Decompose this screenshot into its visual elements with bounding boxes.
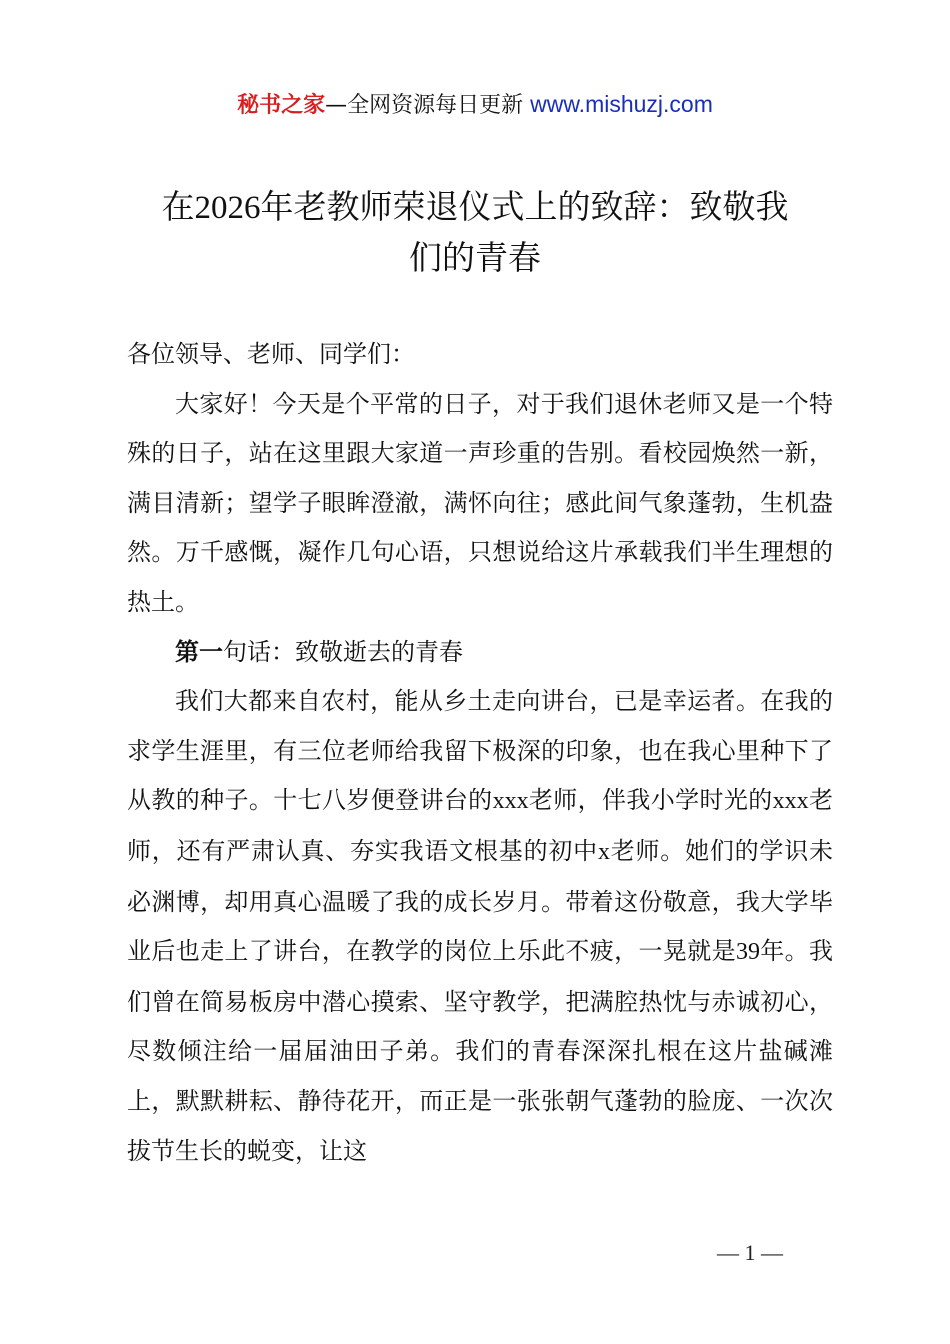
- p2-placeholder-2: xxx: [772, 788, 809, 815]
- p2-part-a: 我们大都来自农村，能从乡土走向讲台，已是幸运者。在我的求学生涯里，有三位老师给我留下极深的印象，也在我心里种下了从教的种子。十七八岁便登讲台的: [127, 687, 833, 815]
- section-heading-bold: 第一: [175, 637, 223, 666]
- section-heading: [127, 628, 833, 678]
- header-slogan: —全网资源每日更新: [325, 93, 531, 118]
- section-heading-rest: 句话：致敬逝去的青春: [223, 637, 463, 666]
- p2-part-b: 老师，伴我小学时光的: [528, 786, 773, 815]
- brand-name: 秘书之家: [237, 93, 326, 118]
- title-line2: 们的青春: [409, 238, 541, 277]
- title-part1: 在: [161, 187, 195, 226]
- p2-part-d: 老师。她们的学识未必渊博，却用真心温暖了我的成长岁月。带着这份敬意，我大学毕业后也走上了讲台，在教学的岗位上乐此不疲，一晃就是: [127, 836, 834, 966]
- salutation: 各位领导、老师、同学们：: [127, 340, 415, 368]
- paragraph-greeting: 大家好！今天是个平常的日子，对于我们退休老师又是一个特殊的日子，站在这里跟大家道一声珍重的告别。看校园焕然一新，满目清新；望学子眼眸澄澈，满怀向往；感此间气象蓬勃，生机盎然。万千感慨，凝作几句心语，只想说给这片承载我们半生理想的热土。: [127, 389, 833, 616]
- p2-years: 39: [735, 939, 760, 966]
- document-body: [127, 330, 833, 1176]
- p2-placeholder-1: xxx: [492, 788, 529, 815]
- title-part2: 年老教师荣退仪式上的致辞：致敬我: [260, 187, 789, 226]
- site-url-link[interactable]: www.mishuzj.com: [530, 91, 713, 117]
- p2-placeholder-3: x: [597, 838, 610, 865]
- p2-part-e: 年。我们曾在简易板房中潜心摸索、坚守教学，把满腔热忱与赤诚初心，尽数倾注给一届届油田子弟。我们的青春深深扎根在这片盐碱滩上，默默耕耘、静待花开，而正是一张张朝气蓬勃的脸庞、一次次拔节生长的蜕变，让这: [127, 937, 834, 1165]
- site-header: [0, 88, 950, 122]
- title-year: 2026: [194, 190, 261, 226]
- page-number: — 1 —: [717, 1240, 783, 1265]
- document-title: [110, 182, 840, 282]
- paragraph-memories: [127, 677, 833, 1176]
- p2-part-c: 老师，还有严肃认真、夯实我语文根基的初中: [127, 786, 834, 865]
